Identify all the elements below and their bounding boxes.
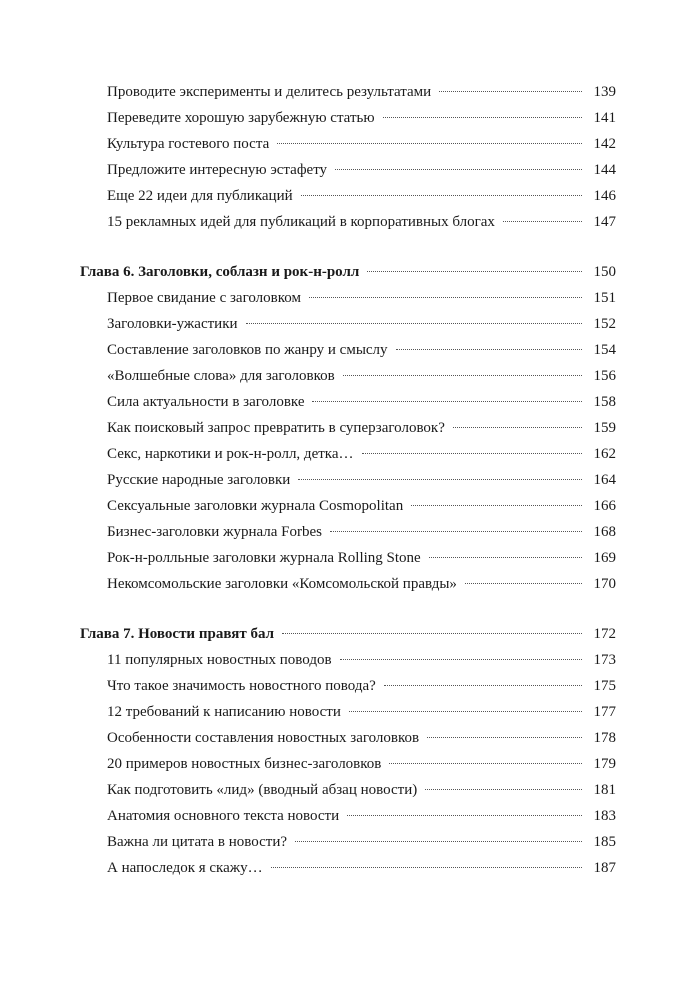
toc-entry <box>107 832 616 852</box>
dot-leader <box>411 505 582 506</box>
toc-entry-page-number: 178 <box>593 730 616 746</box>
toc-entry <box>107 160 616 180</box>
toc-entry <box>107 780 616 800</box>
toc-entry <box>107 548 616 568</box>
toc-entry-title: Глава 6. Заголовки, соблазн и рок-н-ролл <box>80 264 360 280</box>
toc-entry <box>107 314 616 334</box>
toc-entry-page-number: 139 <box>593 84 616 100</box>
dot-leader <box>335 169 582 170</box>
toc-entry-title: Проводите эксперименты и делитесь результатами <box>107 84 432 100</box>
toc-entry-title: Предложите интересную эстафету <box>107 162 328 178</box>
toc-entry-page-number: 144 <box>593 162 616 178</box>
toc-entry <box>107 470 616 490</box>
toc-entry <box>107 858 616 878</box>
toc-entry <box>107 496 616 516</box>
toc-entry-page-number: 185 <box>593 834 616 850</box>
toc-chapter-entry <box>80 624 616 644</box>
toc-entry <box>107 574 616 594</box>
toc-entry <box>107 288 616 308</box>
toc-entry-title: А напоследок я скажу… <box>107 860 263 876</box>
dot-leader <box>383 117 582 118</box>
toc-entry <box>107 186 616 206</box>
toc-entry-title: Анатомия основного текста новости <box>107 808 340 824</box>
toc-entry-title: Русские народные заголовки <box>107 472 291 488</box>
toc-entry-page-number: 187 <box>593 860 616 876</box>
toc-entry-title: Как поисковый запрос превратить в суперзаголовок? <box>107 420 445 436</box>
dot-leader <box>282 633 582 634</box>
dot-leader <box>425 789 582 790</box>
dot-leader <box>427 737 582 738</box>
dot-leader <box>389 763 582 764</box>
dot-leader <box>503 221 582 222</box>
toc-entry <box>107 754 616 774</box>
toc-entry-page-number: 166 <box>593 498 616 514</box>
dot-leader <box>340 659 582 660</box>
toc-entry-title: Глава 7. Новости правят бал <box>80 626 274 642</box>
toc-entry-page-number: 152 <box>593 316 616 332</box>
dot-leader <box>330 531 582 532</box>
toc-entry <box>107 418 616 438</box>
dot-leader <box>465 583 582 584</box>
toc-entry-title: Сексуальные заголовки журнала Cosmopolitan <box>107 498 404 514</box>
dot-leader <box>298 479 582 480</box>
toc-entry-page-number: 162 <box>593 446 616 462</box>
toc-entry <box>107 212 616 232</box>
toc-entry <box>107 366 616 386</box>
toc-entry-page-number: 147 <box>593 214 616 230</box>
toc-entry-page-number: 169 <box>593 550 616 566</box>
toc-entry-page-number: 172 <box>593 626 616 642</box>
toc-entry-title: Первое свидание с заголовком <box>107 290 301 306</box>
dot-leader <box>384 685 582 686</box>
toc-entry-page-number: 179 <box>593 756 616 772</box>
toc-entry-title: Бизнес-заголовки журнала Forbes <box>107 524 322 540</box>
toc-entry <box>107 728 616 748</box>
dot-leader <box>246 323 582 324</box>
toc-entry <box>107 806 616 826</box>
toc-entry <box>107 108 616 128</box>
toc-entry-title: Переведите хорошую зарубежную статью <box>107 110 375 126</box>
dot-leader <box>271 867 582 868</box>
toc-entry-page-number: 170 <box>593 576 616 592</box>
toc-entry-page-number: 175 <box>593 678 616 694</box>
dot-leader <box>429 557 582 558</box>
toc-entry-page-number: 158 <box>593 394 616 410</box>
toc-entry-title: Как подготовить «лид» (вводный абзац новости) <box>107 782 418 798</box>
toc-entry-page-number: 154 <box>593 342 616 358</box>
dot-leader <box>349 711 582 712</box>
toc-entry-page-number: 159 <box>593 420 616 436</box>
toc-entry-title: 12 требований к написанию новости <box>107 704 341 720</box>
toc-entry-title: 15 рекламных идей для публикаций в корпоративных блогах <box>107 214 495 230</box>
toc-entry-page-number: 164 <box>593 472 616 488</box>
toc-entry-page-number: 173 <box>593 652 616 668</box>
toc-entry-title: Важна ли цитата в новости? <box>107 834 288 850</box>
toc-entry-title: Еще 22 идеи для публикаций <box>107 188 293 204</box>
toc-entry <box>107 522 616 542</box>
toc-entry-page-number: 141 <box>593 110 616 126</box>
toc-entry-page-number: 150 <box>593 264 616 280</box>
dot-leader <box>309 297 582 298</box>
toc-entry <box>107 676 616 696</box>
toc-entry-title: Секс, наркотики и рок-н-ролл, детка… <box>107 446 354 462</box>
dot-leader <box>343 375 582 376</box>
dot-leader <box>295 841 582 842</box>
toc-entry-title: Сила актуальности в заголовке <box>107 394 305 410</box>
dot-leader <box>301 195 582 196</box>
toc-entry-title: 20 примеров новостных бизнес-заголовков <box>107 756 382 772</box>
toc-entry-page-number: 168 <box>593 524 616 540</box>
toc-entry-title: Заголовки-ужастики <box>107 316 238 332</box>
dot-leader <box>453 427 582 428</box>
toc-entry-page-number: 181 <box>593 782 616 798</box>
dot-leader <box>312 401 582 402</box>
dot-leader <box>439 91 582 92</box>
toc-entry-title: Составление заголовков по жанру и смыслу <box>107 342 388 358</box>
toc-entry <box>107 650 616 670</box>
dot-leader <box>347 815 582 816</box>
toc-entry-title: Культура гостевого поста <box>107 136 270 152</box>
dot-leader <box>396 349 582 350</box>
toc-entry-title: 11 популярных новостных поводов <box>107 652 332 668</box>
toc-entry <box>107 82 616 102</box>
toc-entry-title: «Волшебные слова» для заголовков <box>107 368 335 384</box>
toc-entry <box>107 702 616 722</box>
toc-chapter-entry <box>80 262 616 282</box>
toc-entry-page-number: 177 <box>593 704 616 720</box>
dot-leader <box>277 143 582 144</box>
toc-entry-page-number: 151 <box>593 290 616 306</box>
toc-entry-title: Некомсомольские заголовки «Комсомольской правды» <box>107 576 457 592</box>
toc-entry <box>107 392 616 412</box>
toc-entry-title: Рок-н-ролльные заголовки журнала Rolling Stone <box>107 550 421 566</box>
toc-entry <box>107 444 616 464</box>
dot-leader <box>367 271 582 272</box>
toc-entry <box>107 340 616 360</box>
toc-entry-title: Особенности составления новостных заголовков <box>107 730 420 746</box>
dot-leader <box>362 453 583 454</box>
toc-entry-page-number: 142 <box>593 136 616 152</box>
toc-entry <box>107 134 616 154</box>
toc-entry-page-number: 146 <box>593 188 616 204</box>
toc-entry-title: Что такое значимость новостного повода? <box>107 678 376 694</box>
toc-entry-page-number: 183 <box>593 808 616 824</box>
toc-entry-page-number: 156 <box>593 368 616 384</box>
